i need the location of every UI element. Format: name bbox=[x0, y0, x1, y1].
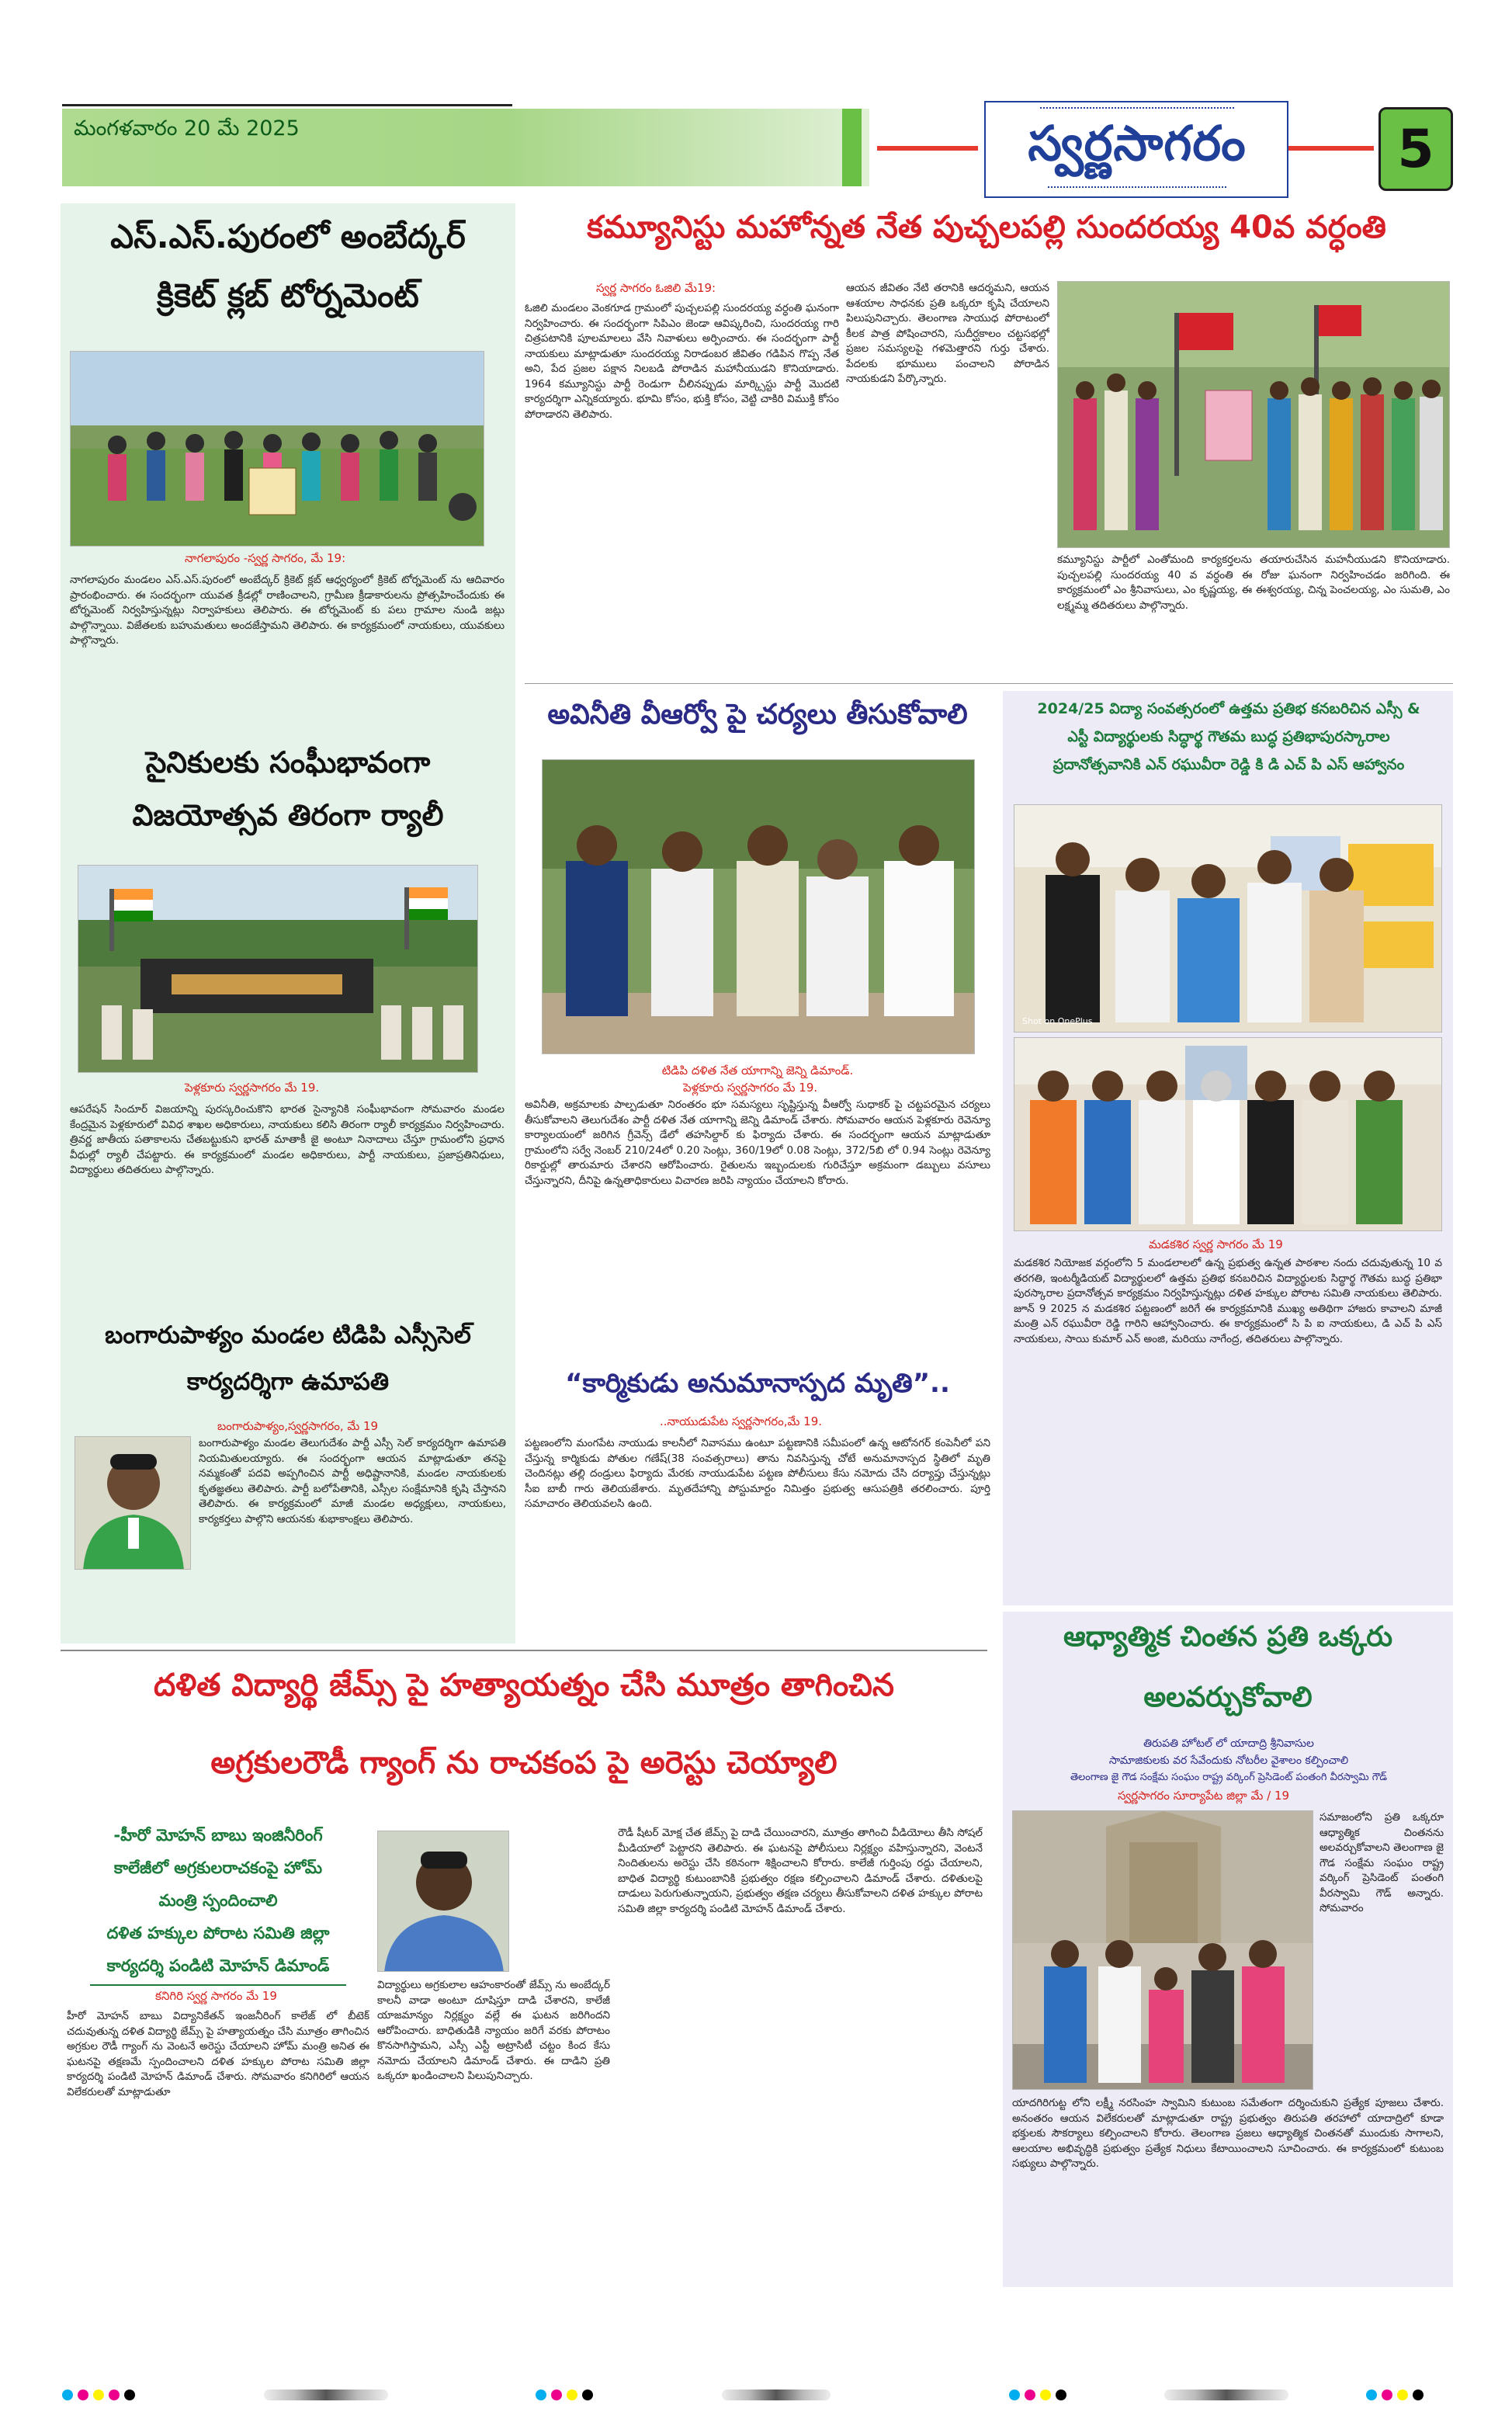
logo-text: స్వర్ణసాగరం bbox=[1028, 115, 1247, 172]
page-number: 5 bbox=[1397, 118, 1434, 180]
spiritual-photo bbox=[1012, 1810, 1313, 2090]
spiritual-headline-1: ఆధ్యాత్మిక చింతన ప్రతి ఒక్కరు bbox=[1063, 1621, 1393, 1653]
cricket-headline-2: క్రికెట్ క్లబ్ టోర్నమెంట్ bbox=[157, 276, 419, 314]
rally-dateline: పెళ్లకూరు స్వర్ణసాగరం మే 19. bbox=[185, 1081, 320, 1095]
ssc-photo-top bbox=[1014, 804, 1442, 1033]
header-date: మంగళవారం 20 మే 2025 bbox=[74, 116, 300, 141]
date-band-accent bbox=[842, 109, 862, 186]
karmikudu-headline: “కార్మికుడు అనుమానాస్పద మృతి”.. bbox=[565, 1368, 950, 1399]
ssc-body: మడకశిర నియోజక వర్గంలోని 5 మండలాలలో ఉన్న ప్రభుత్వ ఉన్నత పాఠశాల నందు చదువుతున్న 10 వ తరగతి, ఇంటర్మీడియట్ విద్యార్థులలో ఉత్తమ ప్రతిభ కనబరిచిన విద్యార్థులకు సిద్ధార్థ గౌతమ బుద్ధ ప్రతిభా పురస్కారాల ప్రదానోత్సవ కార్యక్రమం నిర్వహిస్తున్నట్లు దళిత హక్కుల పోరాట సమితి నాయకులు తెలిపారు. జూన్ 9 2025 న మడకశిర పట్టణంలో జరిగే ఈ కార్యక్రమానికి ముఖ్య అతిథిగా హాజరు కావాలని మాజీ మంత్రి ఎన్ రఘువీరా రెడ్డి గారిని ఆహ్వానించారు. ఈ కార్యక్రమంలో సి పి ఐ నాయకులు, డి ఎచ్ పి ఎస్ నాయకులు, సాయి కుమార్ ఎన్ అంజి, మరియు నాగేంద్ర, తదితరులు పాల్గొన్నారు. bbox=[1014, 1257, 1442, 1345]
center-divider bbox=[525, 683, 1453, 684]
cricket-headline-1: ఎస్.ఎస్.పురంలో అంబేద్కర్ bbox=[110, 217, 466, 255]
sundarayya-photo bbox=[1057, 281, 1450, 548]
rally-body: ఆపరేషన్ సిందూర్ విజయాన్ని పురస్కరించుకొని భారత సైన్యానికి సంఘీభావంగా సోమవారం మండల కేంద్రమైన పెళ్లకూరులో వివిధ శాఖల అధికారులు, నాయకులు కలిసి తిరంగా ర్యాలీ కార్యక్రమం నిర్వహించారు. త్రివర్ణ జాతీయ పతాకాలను చేతబట్టుకుని భారత్ మాతాకీ జై అంటూ నినాదాలు చేస్తూ గ్రామంలోని ప్రధాన వీధుల్లో ర్యాలీ చేపట్టారు. ఈ కార్యక్రమంలో మండల అధికారులు, పార్టీ నాయకులు, ప్రజాప్రతినిధులు, విద్యార్థులు తదితరులు పాల్గొన్నారు. bbox=[70, 1103, 505, 1176]
logo-subline bbox=[1048, 186, 1226, 189]
cricket-dateline: నాగలాపురం -స్వర్ణ సాగరం, మే 19: bbox=[185, 551, 346, 565]
spiritual-sub-2: సామాజికులకు వర సేవేందుకు నోటరీల వైశాలం కల్పించాలి bbox=[1108, 1754, 1349, 1767]
umapathi-headline-1: బంగారుపాళ్యం మండల టిడిపి ఎస్సీసెల్ bbox=[105, 1321, 471, 1349]
top-rule bbox=[62, 104, 512, 106]
umapathi-body-tail bbox=[70, 1580, 505, 1626]
reg-dots-left bbox=[62, 2390, 135, 2400]
header-red-line-left bbox=[877, 146, 978, 151]
umapathi-headline-2: కార్యదర్శిగా ఉమాపతి bbox=[186, 1368, 390, 1396]
dalit-sub-5: కార్యదర్శి పండిటి మోహన్ డిమాండ్ bbox=[106, 1956, 330, 1975]
reg-bar-1 bbox=[264, 2390, 388, 2400]
dalit-body-1: హీరో మోహన్ బాబు విద్యానికేతన్ ఇంజనీరింగ్ కాలేజ్ లో బీటెక్ చదువుతున్న దళిత విద్యార్థి జేమ్స్ పై హత్యాయత్నం చేసి మూత్రం తాగించిన అగ్రకుల రౌడీ గ్యాంగ్ ను వెంటనే అరెస్టు చేయాలని హోమ్ మంత్రి అనిత ఈ ఘటనపై తక్షణమే స్పందించాలని దళిత హక్కుల పోరాట సమితి జిల్లా కార్యదర్శి పండిటి మోహన్ డిమాండ్ చేశారు. సోమవారం కనిగిరిలో ఆయన విలేకరులతో మాట్లాడుతూ bbox=[67, 2010, 369, 2098]
page-number-box bbox=[1378, 107, 1453, 191]
sundarayya-body-1: ఓజిలి మండలం వెంకగూడ గ్రామంలో పుచ్చలపల్లి సుందరయ్య వర్ధంతి ఘనంగా నిర్వహించారు. ఈ సందర్భంగా సిపిఎం జెండా ఆవిష్కరించి, సుందరయ్య గారి చిత్రపటానికి పూలమాలలు వేసి నివాళులు అర్పించారు. ఈ సందర్భంగా పార్టీ నాయకులు మాట్లాడుతూ సుందరయ్య నిరాడంబర జీవితం గడిపిన గొప్ప నేత అని, పేద ప్రజల పక్షాన నిలబడి పోరాడిన మహానీయుడని కొనియాడారు. 1964 కమ్యూనిస్టు పార్టీ రెండుగా చీలినప్పుడు మార్క్సిస్టు పార్టీ మొదటి కార్యదర్శిగా ఎన్నికయ్యారు. భూమి కోసం, భుక్తి కోసం, వెట్టి చాకిరి విముక్తి కోసం పోరాడారని తెలిపారు. bbox=[525, 302, 839, 421]
dalit-sub-4: దళిత హక్కుల పోరాట సమితి జిల్లా bbox=[106, 1924, 330, 1942]
bottom-divider bbox=[61, 1650, 987, 1651]
ssc-photo-watermark: Shot on OnePlus bbox=[1022, 1016, 1093, 1026]
spiritual-sub-1: తిరుపతి హోటల్ లో యాదాద్రి శ్రీనివాసుల bbox=[1143, 1737, 1314, 1750]
ssc-headline-2: ఎస్టీ విద్యార్థులకు సిద్ధార్థ గౌతమ బుద్ధ ప్రతిభాపురస్కారాల bbox=[1067, 728, 1390, 745]
rally-headline-1: సైనికులకు సంఘీభావంగా bbox=[145, 745, 431, 779]
dalit-headline-1: దళిత విద్యార్థి జేమ్స్ పై హత్యాయత్నం చేసి మూత్రం తాగించిన bbox=[154, 1668, 894, 1703]
cricket-body: నాగలాపురం మండలం ఎస్.ఎస్.పురంలో అంబేద్కర్ క్రికెట్ క్లబ్ ఆధ్వర్యంలో క్రికెట్ టోర్నమెంట్ ను ఆదివారం ప్రారంభించారు. ఈ సందర్భంగా యువత క్రీడల్లో రాణించాలని, గ్రామీణ క్రీడాకారులను ప్రోత్సహించేందుకు ఈ టోర్నమెంట్ నిర్వహిస్తున్నట్లు నిర్వాహకులు తెలిపారు. ఈ టోర్నమెంట్ కు పలు గ్రామాల నుండి జట్లు పాల్గొన్నాయి. విజేతలకు బహుమతులు అందజేస్తామని తెలిపారు. ఈ కార్యక్రమంలో నాయకులు, యువకులు పాల్గొన్నారు. bbox=[70, 574, 505, 647]
dalit-sub-rule bbox=[90, 1984, 346, 1986]
reg-dots-right bbox=[1366, 2390, 1424, 2400]
dalit-photo bbox=[377, 1831, 509, 1972]
rally-photo bbox=[78, 865, 478, 1073]
dalit-sub-2: కాలేజీలో అగ్రకులరాచకంపై హోమ్ bbox=[113, 1859, 323, 1877]
reg-bar-2 bbox=[722, 2390, 831, 2400]
spiritual-sub-3: తెలంగాణ జై గౌడ సంక్షేమ సంఘం రాష్ట్ర వర్కింగ్ ప్రెసిడెంట్ పంతంగి వీరస్వామి గౌడ్ bbox=[1070, 1772, 1388, 1783]
ssc-dateline: మడకశిర స్వర్ణ సాగరం మే 19 bbox=[1149, 1237, 1283, 1251]
umapathi-dateline: బంగారుపాళ్యం,స్వర్ణసాగరం, మే 19 bbox=[217, 1419, 379, 1433]
sundarayya-dateline: స్వర్ణ సాగరం ఓజిలి మే19: bbox=[596, 281, 716, 295]
karmikudu-body: పట్టణంలోని మంగపేట నాయుడు కాలనీలో నివాసము ఉంటూ పట్టణానికి సమీపంలో ఉన్న ఆటోనగర్ కంపెనీలో పని చేస్తున్న కార్మికుడు పోతుల గణేష్(38 సంవత్సరాలు) తాను నివసిస్తున్న చోటే అనుమానాస్పద స్థితిలో మృతి చెందినట్లు తల్లి దండ్రులు ఫిర్యాదు మేరకు నాయుడుపేట పట్టణ పోలీసులు కేసు నమోదు చేసి దర్యాప్తు చేస్తున్నట్లు సీఐ బాబీ గారు తెలియజేశారు. మృతదేహాన్ని పోస్టుమార్టం నిమిత్తం ప్రభుత్వ ఆసుపత్రికి తరలించారు. పూర్తి సమాచారం తెలియవలసి ఉంది. bbox=[525, 1437, 990, 1510]
reg-bar-3 bbox=[1164, 2390, 1288, 2400]
rally-headline-2: విజయోత్సవ తిరంగా ర్యాలీ bbox=[132, 798, 444, 832]
umapathi-photo bbox=[75, 1436, 191, 1570]
logo-box bbox=[984, 101, 1288, 198]
vro-body: అవినీతి, అక్రమాలకు పాల్పడుతూ నిరంతరం భూ సమస్యలు సృష్టిస్తున్న వీఆర్వో సుధాకర్ పై చట్టపరమైన చర్యలు తీసుకోవాలని తెలుగుదేశం పార్టీ దళిత నేత యాగాన్ని జెన్ని డిమాండ్ చేశారు. సోమవారం ఆయన పెళ్లకూరు రెవెన్యూ కార్యాలయంలో జరిగిన గ్రీవెన్స్ డేలో తహసిల్దార్ కు ఫిర్యాదు చేశారు. ఈ సందర్భంగా ఆయన మాట్లాడుతూ గ్రామంలోని సర్వే నెంబర్ 210/24లో 0.20 సెంట్లు, 360/19లో 0.08 సెంట్లు, 372/5బి లో 0.94 సెంట్లు రెవెన్యూ రికార్డుల్లో తారుమారు చేశారని ఆరోపించారు. రైతులను ఇబ్బందులకు గురిచేస్తూ అక్రమంగా డబ్బులు వసూలు చేస్తున్నారని, దీనిపై ఉన్నతాధికారులు విచారణ జరిపి న్యాయం చేయాలని కోరారు. bbox=[525, 1098, 990, 1187]
header bbox=[0, 0, 1512, 210]
header-red-line-right bbox=[1288, 146, 1374, 151]
footer-registration bbox=[0, 2382, 1512, 2413]
spiritual-body-bottom: యాదగిరిగుట్ట లోని లక్ష్మీ నరసింహ స్వామిని కుటుంబ సమేతంగా దర్శించుకుని ప్రత్యేక పూజలు చేశారు. అనంతరం ఆయన విలేకరులతో మాట్లాడుతూ రాష్ట్ర ప్రభుత్వం తిరుపతి తరహాలో యాదాద్రిలో కూడా భక్తులకు సౌకర్యాలు కల్పించాలని కోరారు. తెలంగాణ ప్రజలు ఆధ్యాత్మిక చింతనతో ముందుకు సాగాలని, ఆలయాల అభివృద్ధికి ప్రభుత్వం ప్రత్యేక నిధులు కేటాయించాలని సూచించారు. ఈ కార్యక్రమంలో కుటుంబ సభ్యులు పాల్గొన్నారు. bbox=[1012, 2097, 1444, 2170]
reg-dots-3 bbox=[1009, 2390, 1066, 2400]
sundarayya-body-2: ఆయన జీవితం నేటి తరానికి ఆదర్శమని, ఆయన ఆశయాల సాధనకు ప్రతి ఒక్కరూ కృషి చేయాలని పిలుపునిచ్చారు. తెలంగాణ సాయుధ పోరాటంలో కీలక పాత్ర పోషించారని, సుదీర్ఘకాలం చట్టసభల్లో ప్రజల సమస్యలపై గళమెత్తారని గుర్తు చేశారు. పేదలకు భూములు పంచాలని పోరాడిన నాయకుడని పేర్కొన్నారు. bbox=[846, 282, 1049, 385]
ssc-headline-3: ప్రదానోత్సవానికి ఎన్ రఘువీరా రెడ్డి కి డి ఎచ్ పి ఎస్ ఆహ్వానం bbox=[1053, 756, 1405, 773]
vro-photo-caption: టిడిపి దళిత నేత యాగాన్ని జెన్ని డిమాండ్. bbox=[661, 1064, 854, 1078]
dalit-dateline: కనిగిరి స్వర్ణ సాగరం మే 19 bbox=[155, 1989, 277, 2003]
ssc-photo-bottom bbox=[1014, 1037, 1442, 1231]
dalit-headline-2: అగ్రకులరౌడీ గ్యాంగ్ ను రాచకంప పై అరెస్టు చెయ్యాలి bbox=[210, 1745, 837, 1781]
vro-dateline: పెళ్లకూరు స్వర్ణసాగరం మే 19. bbox=[683, 1081, 818, 1095]
vro-photo bbox=[542, 759, 975, 1054]
sundarayya-body-bottom: కమ్యూనిస్టు పార్టీలో ఎంతోమంది కార్యకర్తలను తయారుచేసిన మహనీయుడని కొనియాడారు. పుచ్చలపల్లి సుందరయ్య 40 వ వర్ధంతి ఈ రోజు ఘనంగా నిర్వహించడం జరిగింది. ఈ కార్యక్రమంలో ఎం శ్రీనివాసులు, ఎం కృష్ణయ్య, ఈ ఈశ్వరయ్య, చిన్న పెంచలయ్య, ఎం సుమతి, ఎం లక్ష్మమ్మ తదితరులు పాల్గొన్నారు. bbox=[1057, 554, 1450, 612]
spiritual-headline-2: అలవర్చుకోవాలి bbox=[1143, 1682, 1313, 1713]
karmikudu-dateline: ..నాయుడుపేట స్వర్ణసాగరం,మే 19. bbox=[660, 1414, 823, 1428]
sundarayya-body-bottom-left bbox=[846, 545, 1049, 674]
dalit-body-2: విద్యార్థులు అగ్రకులాల ఆహంకారంతో జేమ్స్ ను అంబేద్కర్ కాలనీ వాడా అంటూ దూషిస్తూ దాడి చేశారని, కాలేజీ యాజమాన్యం నిర్లక్ష్యం వల్లే ఈ ఘటన జరిగిందని ఆరోపించారు. బాధితుడికి న్యాయం జరిగే వరకు పోరాటం కొనసాగిస్తామని, ఎస్సీ ఎస్టీ అట్రాసిటీ చట్టం కింద కేసు నమోదు చేయాలని డిమాండ్ చేశారు. ఈ దాడిని ప్రతి ఒక్కరూ ఖండించాలని పిలుపునిచ్చారు. bbox=[377, 1979, 610, 2082]
ssc-headline-1: 2024/25 విద్యా సంవత్సరంలో ఉత్తమ ప్రతిభ కనబరిచిన ఎస్సీ & bbox=[1037, 700, 1420, 717]
dalit-sub-1: -హీరో మోహన్ బాబు ఇంజినీరింగ్ bbox=[113, 1826, 323, 1845]
dalit-body-3: రౌడీ షీటర్ మోక్ష చేత జేమ్స్ పై దాడి చేయించారని, మూత్రం తాగించి వీడియోలు తీసి సోషల్ మీడియాలో పెట్టారని తెలిపారు. ఈ ఘటనపై పోలీసులు నిర్లక్ష్యం వహిస్తున్నారని, వెంటనే నిందితులను అరెస్టు చేసి కఠినంగా శిక్షించాలని కోరారు. కాలేజీ గుర్తింపు రద్దు చేయాలని, బాధిత విద్యార్థి కుటుంబానికి ప్రభుత్వం రక్షణ కల్పించాలని డిమాండ్ చేశారు. దళితులపై దాడులు పెరుగుతున్నాయని, ప్రభుత్వం తక్షణ చర్యలు తీసుకోవాలని దళిత హక్కుల పోరాట సమితి జిల్లా కార్యదర్శి పండిటి మోహన్ డిమాండ్ చేశారు. bbox=[618, 1827, 983, 1915]
logo-tagline bbox=[1040, 107, 1234, 112]
spiritual-dateline: స్వర్ణసాగరం సూర్యాపేట జిల్లా మే / 19 bbox=[1118, 1789, 1290, 1803]
reg-dots-2 bbox=[536, 2390, 593, 2400]
vro-headline: అవినీతి వీఆర్వో పై చర్యలు తీసుకోవాలి bbox=[547, 699, 968, 731]
umapathi-body: బంగారుపాళ్యం మండల తెలుగుదేశం పార్టీ ఎస్సీ సెల్ కార్యదర్శిగా ఉమాపతి నియమితులయ్యారు. ఈ సందర్భంగా ఆయన మాట్లాడుతూ తనపై నమ్మకంతో పదవి అప్పగించిన పార్టీ అధిష్టానానికి, మండల నాయకులకు కృతజ్ఞతలు తెలిపారు. పార్టీ బలోపేతానికి, ఎస్సీల సంక్షేమానికి కృషి చేస్తానని తెలిపారు. ఈ కార్యక్రమంలో మాజీ మండల అధ్యక్షులు, నాయకులు, కార్యకర్తలు పాల్గొని ఆయనకు శుభాకాంక్షలు తెలిపారు. bbox=[199, 1437, 506, 1525]
sundarayya-headline: కమ్యూనిస్టు మహోన్నత నేత పుచ్చలపల్లి సుందరయ్య 40వ వర్ధంతి bbox=[587, 210, 1386, 245]
article-cricket bbox=[61, 203, 515, 580]
spiritual-body-side: సమాజంలోని ప్రతి ఒక్కరూ ఆధ్యాత్మిక చింతనను అలవర్చుకోవాలని తెలంగాణ జై గౌడ సంక్షేమ సంఘం రాష్ట్ర వర్కింగ్ ప్రెసిడెంట్ పంతంగి వీరస్వామి గౌడ్ అన్నారు. సోమవారం bbox=[1320, 1811, 1444, 1914]
dalit-sub-3: మంత్రి స్పందించాలి bbox=[158, 1891, 278, 1910]
cricket-photo bbox=[70, 351, 484, 547]
